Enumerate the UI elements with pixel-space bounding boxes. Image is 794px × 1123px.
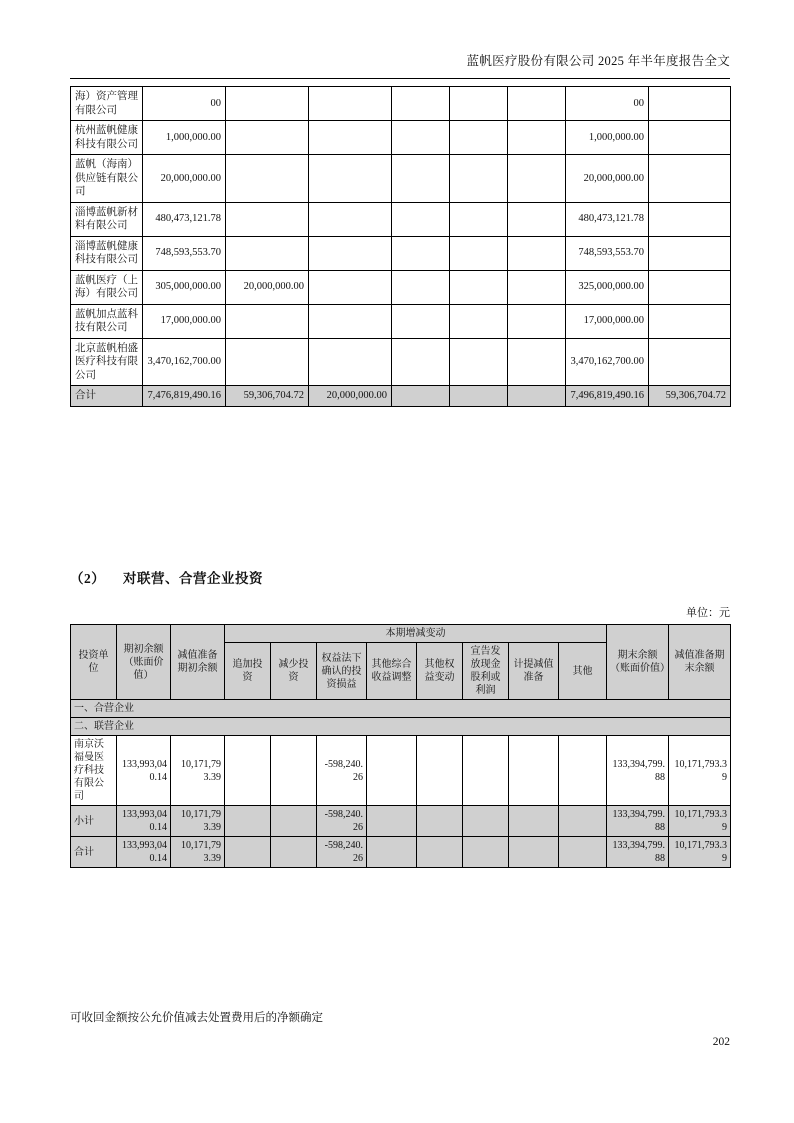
cell-equity-method-pl: -598,240.26 [317,736,367,806]
table-row [71,121,731,155]
col-header-investee: 投资单位 [71,625,117,700]
cell-c5 [450,338,508,386]
cell-c5 [450,87,508,121]
cell-investee-unit: 杭州蓝帆健康科技有限公司 [71,121,143,155]
cell-end-balance: 133,394,799.88 [607,806,669,837]
table-row [71,338,731,386]
cell-end-impairment: 10,171,793.39 [669,736,731,806]
col-header-begin-impairment: 减值准备期初余额 [171,625,225,700]
cell-c5 [450,155,508,203]
cell-c6 [508,121,566,155]
section-heading [70,567,263,587]
cell-c7: 17,000,000.00 [566,304,649,338]
table-group-row [71,718,731,736]
cell-c4 [392,87,450,121]
col-group-header-period-change: 本期增减变动 [225,625,607,643]
cell-begin-impairment: 10,171,793.39 [171,806,225,837]
cell-equity-method-pl: -598,240.26 [317,837,367,868]
cell-c1: 00 [143,87,226,121]
cell-c6 [508,386,566,407]
cell-declared-dividend [463,806,509,837]
col-header-other: 其他 [559,643,607,700]
cell-c1: 480,473,121.78 [143,202,226,236]
cell-c2: 59,306,704.72 [226,386,309,407]
cell-c4 [392,202,450,236]
cell-c7: 00 [566,87,649,121]
cell-c7: 325,000,000.00 [566,270,649,304]
cell-other-equity-change [417,837,463,868]
cell-c8: 59,306,704.72 [649,386,731,407]
cell-c7: 748,593,553.70 [566,236,649,270]
group-label: 一、合营企业 [71,700,731,718]
cell-declared-dividend [463,837,509,868]
cell-investee-unit: 蓝帆加点蓝科技有限公司 [71,304,143,338]
associates-table-container [70,624,730,868]
cell-c4 [392,304,450,338]
table-row [71,736,731,806]
table-row [71,87,731,121]
cell-begin-balance: 133,993,040.14 [117,736,171,806]
col-header-declared-dividend: 宣告发放现金股利或利润 [463,643,509,700]
col-header-oci-adjust: 其他综合收益调整 [367,643,417,700]
cell-c6 [508,304,566,338]
cell-investee-unit: 淄博蓝帆新材料有限公司 [71,202,143,236]
associates-table-head [71,625,731,700]
table-row [71,304,731,338]
cell-c3: 20,000,000.00 [309,386,392,407]
cell-c4 [392,270,450,304]
cell-c2 [226,338,309,386]
cell-c4 [392,338,450,386]
cell-end-balance: 133,394,799.88 [607,837,669,868]
cell-c2 [226,202,309,236]
cell-c1: 305,000,000.00 [143,270,226,304]
associates-table [70,624,731,868]
col-header-add-invest: 追加投资 [225,643,271,700]
cell-c7: 3,470,162,700.00 [566,338,649,386]
cell-add-invest [225,837,271,868]
cell-c6 [508,155,566,203]
cell-end-impairment: 10,171,793.39 [669,837,731,868]
col-header-end-balance: 期末余额（账面价值） [607,625,669,700]
cell-other [559,736,607,806]
cell-c6 [508,270,566,304]
table-group-row [71,700,731,718]
cell-c8 [649,202,731,236]
cell-other-equity-change [417,736,463,806]
table-row [71,386,731,407]
cell-investee-unit: 海）资产管理有限公司 [71,87,143,121]
cell-investee-unit: 合计 [71,386,143,407]
section-title: 对联营、合营企业投资 [123,571,263,586]
cell-c4 [392,386,450,407]
cell-c2 [226,304,309,338]
cell-c7: 1,000,000.00 [566,121,649,155]
cell-reduce-invest [271,736,317,806]
cell-c3 [309,87,392,121]
cell-add-invest [225,736,271,806]
cell-investee-unit: 蓝帆（海南）供应链有限公司 [71,155,143,203]
cell-oci-adjust [367,837,417,868]
cell-c6 [508,338,566,386]
col-header-other-equity-change: 其他权益变动 [417,643,463,700]
cell-c5 [450,304,508,338]
cell-c3 [309,121,392,155]
cell-c8 [649,236,731,270]
cell-c3 [309,202,392,236]
cell-investee-unit: 淄博蓝帆健康科技有限公司 [71,236,143,270]
cell-c1: 748,593,553.70 [143,236,226,270]
cell-investee: 南京沃福曼医疗科技有限公司 [71,736,117,806]
cell-impairment-provision [509,837,559,868]
cell-c6 [508,202,566,236]
cell-c2 [226,236,309,270]
cell-investee-unit: 蓝帆医疗（上海）有限公司 [71,270,143,304]
cell-other [559,806,607,837]
cell-c1: 20,000,000.00 [143,155,226,203]
cell-investee: 合计 [71,837,117,868]
cell-equity-method-pl: -598,240.26 [317,806,367,837]
cell-begin-balance: 133,993,040.14 [117,837,171,868]
cell-c7: 7,496,819,490.16 [566,386,649,407]
col-header-equity-method-pl: 权益法下确认的投资损益 [317,643,367,700]
cell-c7: 20,000,000.00 [566,155,649,203]
cell-c5 [450,121,508,155]
cell-c5 [450,386,508,407]
table-row [71,837,731,868]
cell-add-invest [225,806,271,837]
cell-investee-unit: 北京蓝帆柏盛医疗科技有限公司 [71,338,143,386]
cell-c1: 17,000,000.00 [143,304,226,338]
associates-header-row-1 [71,625,731,643]
cell-c5 [450,270,508,304]
cell-begin-balance: 133,993,040.14 [117,806,171,837]
group-label: 二、联营企业 [71,718,731,736]
cell-begin-impairment: 10,171,793.39 [171,736,225,806]
cell-c6 [508,87,566,121]
running-header: 蓝帆医疗股份有限公司 2025 年半年度报告全文 [466,54,730,68]
col-header-impairment-provision: 计提减值准备 [509,643,559,700]
cell-c6 [508,236,566,270]
table-row [71,155,731,203]
cell-other [559,837,607,868]
cell-begin-impairment: 10,171,793.39 [171,837,225,868]
cell-c2 [226,87,309,121]
cell-declared-dividend [463,736,509,806]
page-number: 202 [712,1036,730,1048]
cell-c5 [450,236,508,270]
section-number: （2） [70,571,106,586]
cell-c8 [649,87,731,121]
cell-c4 [392,121,450,155]
cell-c2 [226,121,309,155]
cell-impairment-provision [509,806,559,837]
col-header-end-impairment: 减值准备期末余额 [669,625,731,700]
cell-c3 [309,338,392,386]
cell-c8 [649,304,731,338]
cell-c1: 3,470,162,700.00 [143,338,226,386]
cell-investee: 小计 [71,806,117,837]
cell-other-equity-change [417,806,463,837]
cell-reduce-invest [271,806,317,837]
cell-c8 [649,270,731,304]
cell-c3 [309,304,392,338]
cell-c1: 7,476,819,490.16 [143,386,226,407]
cell-oci-adjust [367,736,417,806]
table-row [71,202,731,236]
cell-c2: 20,000,000.00 [226,270,309,304]
subsidiaries-table-container [70,86,730,407]
table-row [71,270,731,304]
cell-c2 [226,155,309,203]
cell-c8 [649,155,731,203]
col-header-begin-balance: 期初余额（账面价值） [117,625,171,700]
subsidiaries-table [70,86,731,407]
cell-c5 [450,202,508,236]
cell-c8 [649,121,731,155]
cell-c1: 1,000,000.00 [143,121,226,155]
cell-end-balance: 133,394,799.88 [607,736,669,806]
cell-c8 [649,338,731,386]
cell-impairment-provision [509,736,559,806]
cell-c3 [309,236,392,270]
unit-note: 单位：元 [686,607,730,619]
footnote-text: 可收回金额按公允价值减去处置费用后的净额确定 [70,1012,323,1024]
table-row [71,236,731,270]
cell-oci-adjust [367,806,417,837]
col-header-reduce-invest: 减少投资 [271,643,317,700]
cell-c7: 480,473,121.78 [566,202,649,236]
cell-c4 [392,236,450,270]
cell-end-impairment: 10,171,793.39 [669,806,731,837]
header-divider-rule [70,78,730,79]
cell-c3 [309,155,392,203]
table-row [71,806,731,837]
cell-c4 [392,155,450,203]
cell-c3 [309,270,392,304]
cell-reduce-invest [271,837,317,868]
